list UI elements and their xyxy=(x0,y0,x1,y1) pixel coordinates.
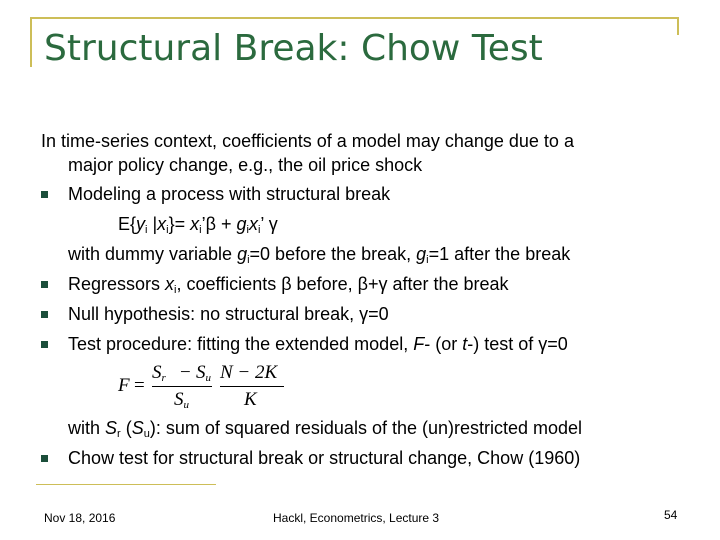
slide-title: Structural Break: Chow Test xyxy=(44,28,543,69)
footer-page-number: 54 xyxy=(664,508,678,522)
formula-numerator-2: N − 2K xyxy=(220,362,278,383)
formula-equals: = xyxy=(134,375,145,396)
bullet-regressors: Regressors $x_i$, coefficients β before, β+γ after the break xyxy=(68,274,509,296)
footer-divider xyxy=(36,484,216,485)
bullet-marker xyxy=(41,311,48,318)
title-border-left xyxy=(30,17,32,67)
bullet-marker xyxy=(41,341,48,348)
formula-numerator-1: $S_r$ xyxy=(152,362,166,384)
bullet-null-hypothesis: Null hypothesis: no structural break, γ=0 xyxy=(68,304,389,324)
fraction-bar-1 xyxy=(152,386,212,387)
bullet-structural-break: Modeling a process with structural break xyxy=(68,184,391,204)
bullet-marker xyxy=(41,455,48,462)
bullet-marker xyxy=(41,281,48,288)
title-border-top xyxy=(30,17,678,19)
title-border-right xyxy=(677,17,679,35)
dummy-variable-line: with dummy variable $g_i=0$ before the break, $g_i=1$ after the break xyxy=(68,244,571,266)
fraction-bar-2 xyxy=(220,386,284,387)
bullet-marker xyxy=(41,191,48,198)
residuals-line: with $S_r$ $(S_u)$: sum of squared residuals of the (un)restricted model xyxy=(68,418,583,440)
footer-date: Nov 18, 2016 xyxy=(44,511,116,525)
bullet-chow-test: Chow test for structural break or structural change, Chow (1960) xyxy=(68,448,581,468)
formula-denominator-1: $S_u$ xyxy=(174,389,189,411)
expectation-equation: $E\{y_i$ $|x_i\}=$ $x_i’\beta + g_ix_i$’ γ xyxy=(118,214,278,236)
formula-numerator-1b: $S_u$ xyxy=(196,362,211,384)
formula-f: F xyxy=(118,375,130,396)
bullet-test-procedure: Test procedure: fitting the extended model, F- (or t-) test of γ=0 xyxy=(68,334,568,354)
formula-minus: − xyxy=(180,362,191,383)
intro-line-2: major policy change, e.g., the oil price shock xyxy=(68,155,423,175)
footer-center: Hackl, Econometrics, Lecture 3 xyxy=(273,511,440,525)
formula-denominator-2: K xyxy=(244,389,257,410)
intro-line-1: In time-series context, coefficients of a model may change due to a xyxy=(41,131,574,151)
f-statistic-formula xyxy=(118,362,288,412)
